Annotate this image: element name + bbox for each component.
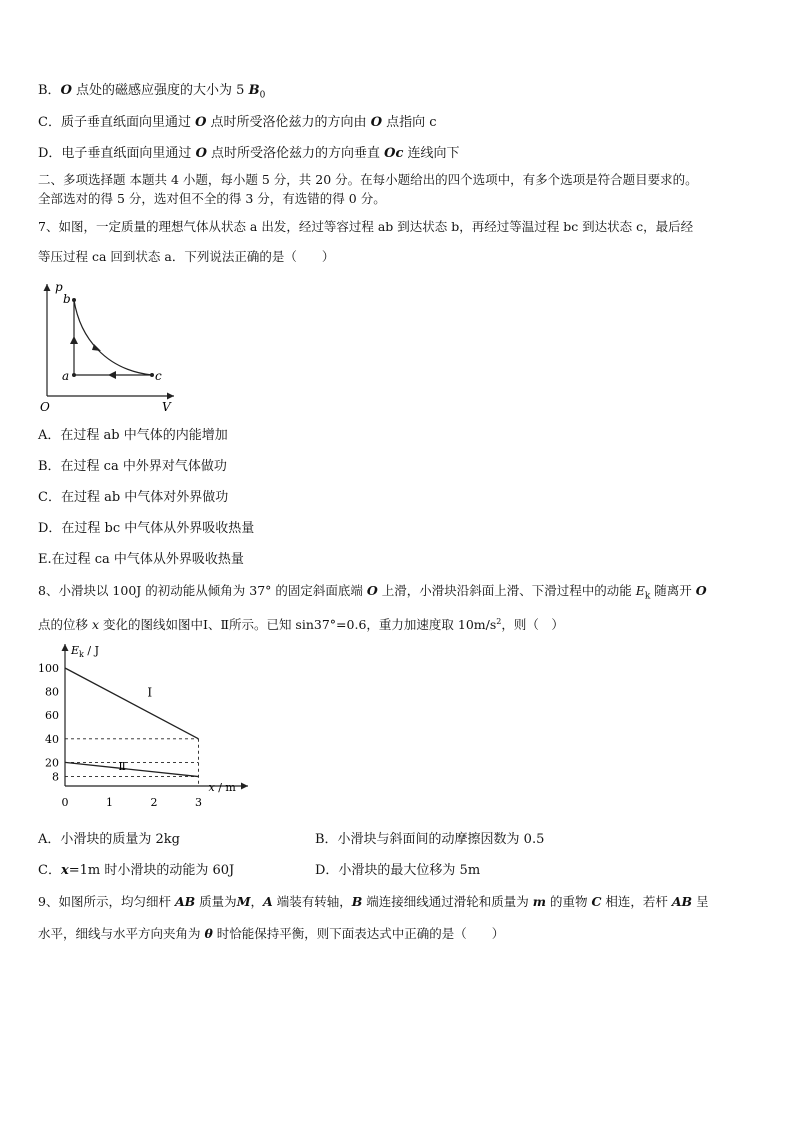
q8-option-c: C．x=1m 时小滑块的动能为 60J: [38, 863, 235, 878]
ek-y-tick-20: 20: [45, 756, 59, 770]
ek-x-tick-3: 3: [195, 796, 202, 809]
q7-option-e: E.在过程 ca 中气体从外界吸收热量: [38, 552, 244, 567]
q7-stem-line2: 等压过程 ca 回到状态 a．下列说法正确的是（ ）: [38, 249, 335, 264]
ek-series-line-1: [65, 668, 199, 739]
q7-stem-line1: 7、如图，一定质量的理想气体从状态 a 出发，经过等容过程 ab 到达状态 b，再经过等温过程 bc 到达状态 c，最后经: [38, 219, 694, 234]
q7-origin-label: O: [40, 400, 50, 414]
q7-pv-diagram: [36, 278, 186, 416]
ek-x-tick-0: 0: [61, 796, 69, 809]
ek-y-tick-8: 8: [52, 770, 59, 784]
ek-y-axis-label: $E_k$ / J: [71, 644, 99, 659]
q6-option-c: C．质子垂直纸面向里通过 O 点时所受洛伦兹力的方向由 O 点指向 c: [38, 115, 437, 130]
q6-option-b: B．O 点处的磁感应强度的大小为 5 $B_0$: [38, 83, 266, 101]
q9-stem-line2: 水平，细线与水平方向夹角为 θ 时恰能保持平衡，则下面表达式中正确的是（ ）: [38, 926, 505, 941]
ek-series-label-2: Ⅱ: [118, 759, 126, 773]
q7-option-c: C．在过程 ab 中气体对外界做功: [38, 490, 229, 505]
q7-point-b-label: b: [63, 292, 71, 306]
q7-option-b: B．在过程 ca 中外界对气体做功: [38, 459, 227, 474]
section2-line1: 二、多项选择题 本题共 4 小题，每小题 5 分，共 20 分。在每小题给出的四个选项中，有多个选项是符合题目要求的。: [38, 172, 698, 187]
q7-point-b: [72, 298, 76, 302]
ek-y-tick-80: 80: [45, 685, 59, 699]
q8-stem-line2: 点的位移 x 变化的图线如图中Ⅰ、Ⅱ所示。已知 sin37°=0.6，重力加速度取 $10m/s^2$，则（ ）: [38, 617, 564, 633]
q7-v-label: V: [162, 400, 171, 414]
q8-ek-x-chart: [36, 636, 256, 822]
q7-option-d: D．在过程 bc 中气体从外界吸收热量: [38, 521, 255, 536]
ek-y-tick-100: 100: [38, 662, 59, 675]
q7-process-bc: [74, 300, 152, 375]
ek-series-label-1: Ⅰ: [147, 685, 153, 700]
ek-y-tick-60: 60: [45, 709, 59, 723]
q8-stem-line1: 8、小滑块以 100J 的初动能从倾角为 37° 的固定斜面底端 O 上滑，小滑块沿斜面上滑、下滑过程中的动能 $E_k$ 随离开 O: [38, 583, 707, 602]
q9-stem-line1: 9、如图所示，均匀细杆 AB 质量为M，A 端装有转轴，B 端连接细线通过滑轮和质量为 m 的重物 C 相连，若杆 AB 呈: [38, 894, 709, 909]
q7-point-a-label: a: [62, 369, 70, 383]
ek-series-line-2: [65, 759, 199, 776]
ek-x-tick-2: 2: [150, 796, 158, 809]
q7-p-label: p: [55, 280, 63, 294]
q7-option-a: A．在过程 ab 中气体的内能增加: [38, 428, 228, 443]
section2-line2: 全部选对的得 5 分，选对但不全的得 3 分，有选错的得 0 分。: [38, 191, 386, 206]
q7-ab-arrow: [70, 336, 78, 344]
q8-option-d: D．小滑块的最大位移为 5m: [315, 863, 481, 878]
q8-option-a: A．小滑块的质量为 2kg: [38, 832, 180, 847]
ek-x-tick-1: 1: [106, 796, 113, 809]
q7-point-c: [150, 373, 154, 377]
q6-option-d: D．电子垂直纸面向里通过 O 点时所受洛伦兹力的方向垂直 Oc 连线向下: [38, 146, 460, 161]
ek-x-axis-label: x / m: [208, 781, 236, 794]
q8-option-b: B．小滑块与斜面间的动摩擦因数为 0.5: [315, 832, 545, 847]
q7-point-a: [72, 373, 76, 377]
q7-point-c-label: c: [155, 369, 162, 383]
ek-y-tick-40: 40: [45, 732, 59, 746]
q7-ca-arrow: [108, 371, 116, 379]
